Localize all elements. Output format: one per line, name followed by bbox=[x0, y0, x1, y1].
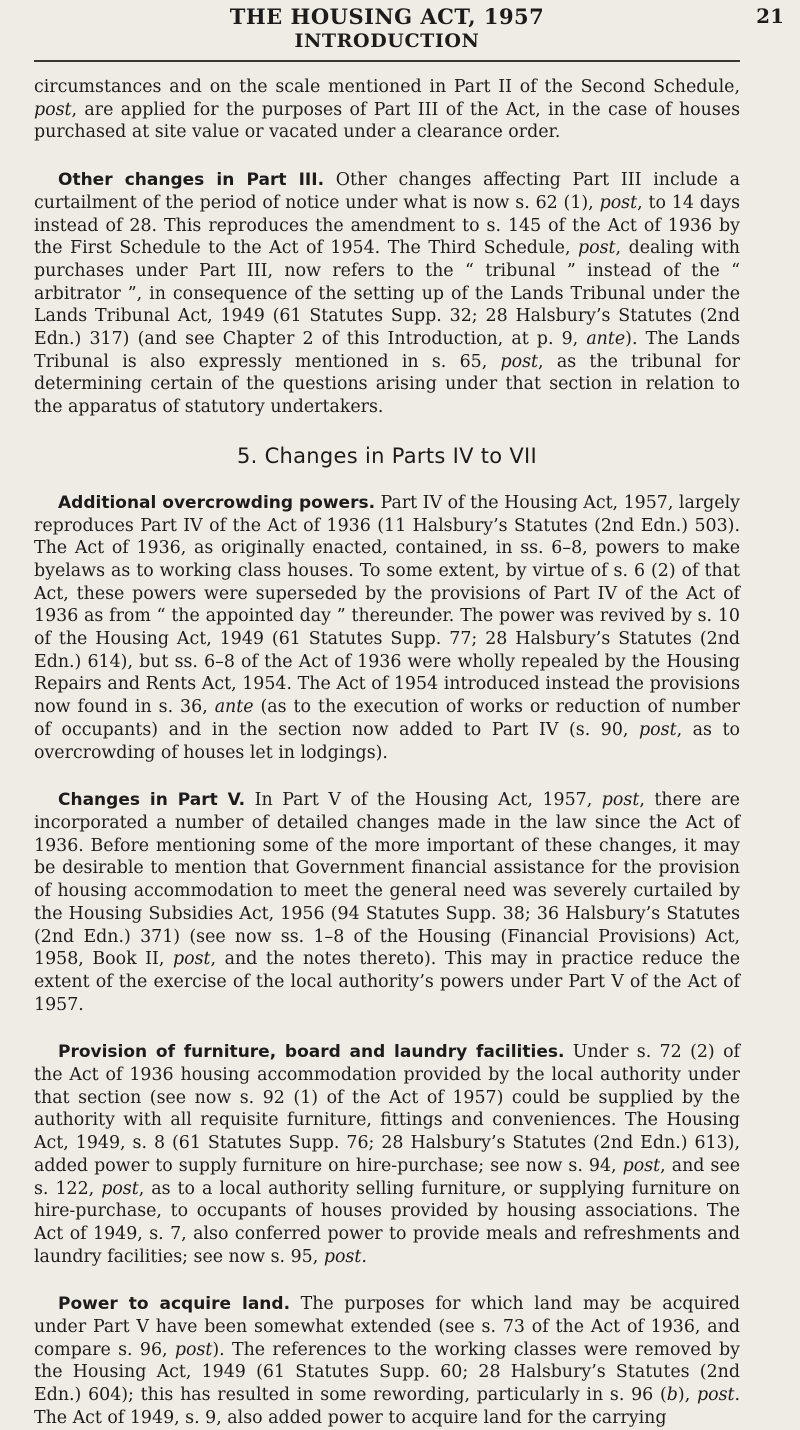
text-run: , as the tribunal for determining certain of the questions arising under that section in relation to the apparatus of statutory undertakers. bbox=[34, 351, 740, 418]
run-in-heading: Power to acquire land. bbox=[58, 1294, 291, 1315]
run-in-heading: Provision of furniture, board and laundry facilities. bbox=[58, 1042, 565, 1063]
paragraph-continuation bbox=[34, 76, 740, 144]
italic-text: post bbox=[174, 1339, 213, 1360]
page-number: 21 bbox=[756, 4, 784, 28]
run-in-heading: Other changes in Part III. bbox=[58, 170, 325, 191]
paragraph-furniture-board-laundry bbox=[34, 1041, 740, 1268]
text-run: ), bbox=[677, 1385, 697, 1406]
italic-text: post bbox=[639, 719, 677, 740]
text-run: , as to a local authority selling furniture, or supplying furniture on hire-purchase, to occupants of houses provided by housing associations. The Act of 1949, s. 7, also conferred power to provide meals and refreshments and laundry facilities; see now s. 95, bbox=[34, 1178, 740, 1267]
paragraph-overcrowding-powers bbox=[34, 492, 740, 764]
italic-text: post bbox=[578, 238, 616, 259]
paragraph-power-to-acquire-land bbox=[34, 1293, 740, 1429]
italic-text: b bbox=[666, 1385, 678, 1406]
running-head bbox=[34, 0, 784, 54]
text-run: . The Act of 1949, s. 9, also added power to acquire land for the carrying bbox=[34, 1385, 741, 1428]
text-run: Other changes affecting Part III include a curtailment of the period of notice under what is now s. 62 (1), bbox=[34, 170, 741, 213]
text-run: Under s. 72 (2) of the Act of 1936 housing accommodation provided by the local authority under that section (see now s. 92 (1) of the Act of 1957) could be supplied by the authority with all requisite furniture, fittings and conveniences. The Housing Act, 1949, s. 8 (61 Statutes Supp. 76; 28 Halsbury’s Statutes (2nd Edn.) 613), added power to supply furniture on hire-purchase; see now s. 94, bbox=[34, 1042, 740, 1176]
paragraph-changes-part-v bbox=[34, 789, 740, 1016]
text-run: circumstances and on the scale mentioned in Part II of the Second Schedule, bbox=[34, 77, 740, 97]
italic-text: post bbox=[34, 99, 72, 120]
paragraph-other-changes-part-iii bbox=[34, 169, 740, 419]
running-head-title: THE HOUSING ACT, 1957 bbox=[229, 4, 545, 29]
italic-text: post bbox=[500, 351, 539, 372]
run-in-heading: Additional overcrowding powers. bbox=[58, 492, 376, 513]
italic-text: post bbox=[622, 1155, 661, 1176]
italic-text: post bbox=[696, 1385, 735, 1406]
text-run: , and the notes thereto). This may in practice reduce the extent of the exercise of the local authority’s powers under Part V of the Act of 1957. bbox=[34, 949, 740, 1015]
text-run: The purposes for which land may be acquired under Part V have been somewhat extended (see s. 73 of the Act of 1936, and compare s. 96, bbox=[34, 1294, 740, 1360]
text-run: , to 14 days instead of 28. This reproduces the amendment to s. 145 of the Act of 1936 by the First Schedule to the Act of 1954. The Third Schedule, bbox=[34, 192, 740, 259]
section-heading: 5. Changes in Parts IV to VII bbox=[236, 443, 538, 468]
italic-text: ante bbox=[586, 329, 626, 350]
text-run: , as to overcrowding of houses let in lodgings). bbox=[34, 719, 740, 763]
italic-text: post bbox=[601, 790, 640, 811]
italic-text: post bbox=[101, 1178, 139, 1199]
italic-text: post bbox=[599, 192, 638, 213]
text-run: In Part V of the Housing Act, 1957, bbox=[245, 790, 602, 811]
run-in-heading: Changes in Part V. bbox=[58, 790, 246, 811]
running-head-subtitle: INTRODUCTION bbox=[294, 30, 480, 52]
text-run: , there are incorporated a number of detailed changes made in the law since the Act of 1936. Before mentioning some of the more important of these changes, it may be desirable to mention that Government financial assistance for the provision of housing accommodation to meet the general need was severely curtailed by the Housing Subsidies Act, 1956 (94 Statutes Supp. 38; 36 Halsbury’s Statutes (2nd Edn.) 371) (see now ss. 1–8 of the Housing (Financial Provisions) Act, 1958, Book II, bbox=[34, 790, 740, 970]
text-run: (as to the execution of works or reduction of number of occupants) and in the section now added to Part IV (s. 90, bbox=[34, 697, 740, 740]
header-rule bbox=[34, 60, 740, 62]
italic-text: post bbox=[323, 1246, 362, 1267]
text-run: , dealing with purchases under Part III, now refers to the “ tribunal ” instead of the “ arbitrator ”, in consequence of the setting up of the Lands Tribunal under the Lands Tribunal Act, 1949 (61 Statutes Supp. 32; 28 Halsbury’s Statutes (2nd Edn.) 317) (and see Chapter 2 of this Introduction, at p. 9, bbox=[34, 238, 740, 350]
text-run: , and see s. 122, bbox=[34, 1155, 740, 1199]
text-run: ). The references to the working classes were removed by the Housing Act, 1949 (61 Statutes Supp. 60; 28 Halsbury’s Statutes (2nd Edn.) 604); this has resulted in some rewording, particularly in s. 96 ( bbox=[34, 1339, 740, 1406]
text-run: ). The Lands Tribunal is also expressly mentioned in s. 65, bbox=[34, 329, 740, 372]
italic-text: ante bbox=[214, 697, 254, 718]
text-run: , are applied for the purposes of Part III of the Act, in the case of houses purchased at site value or vacated under a clearance order. bbox=[34, 99, 740, 143]
text-run: Part IV of the Housing Act, 1957, largely reproduces Part IV of the Act of 1936 (11 Halsbury’s Statutes (2nd Edn.) 503). The Act of 1936, as originally enacted, contained, in ss. 6–8, powers to make byelaws as to working class houses. To some extent, by virtue of s. 6 (2) of that Act, these powers were superseded by the provisions of Part IV of the Act of 1936 as from “ the appointed day ” thereunder. The power was revived by s. 10 of the Housing Act, 1949 (61 Statutes Supp. 77; 28 Halsbury’s Statutes (2nd Edn.) 614), but ss. 6–8 of the Act of 1936 were wholly repealed by the Housing Repairs and Rents Act, 1954. The Act of 1954 introduced instead the provisions now found in s. 36, bbox=[34, 492, 740, 718]
italic-text: post bbox=[173, 949, 211, 970]
text-run: . bbox=[361, 1246, 367, 1267]
